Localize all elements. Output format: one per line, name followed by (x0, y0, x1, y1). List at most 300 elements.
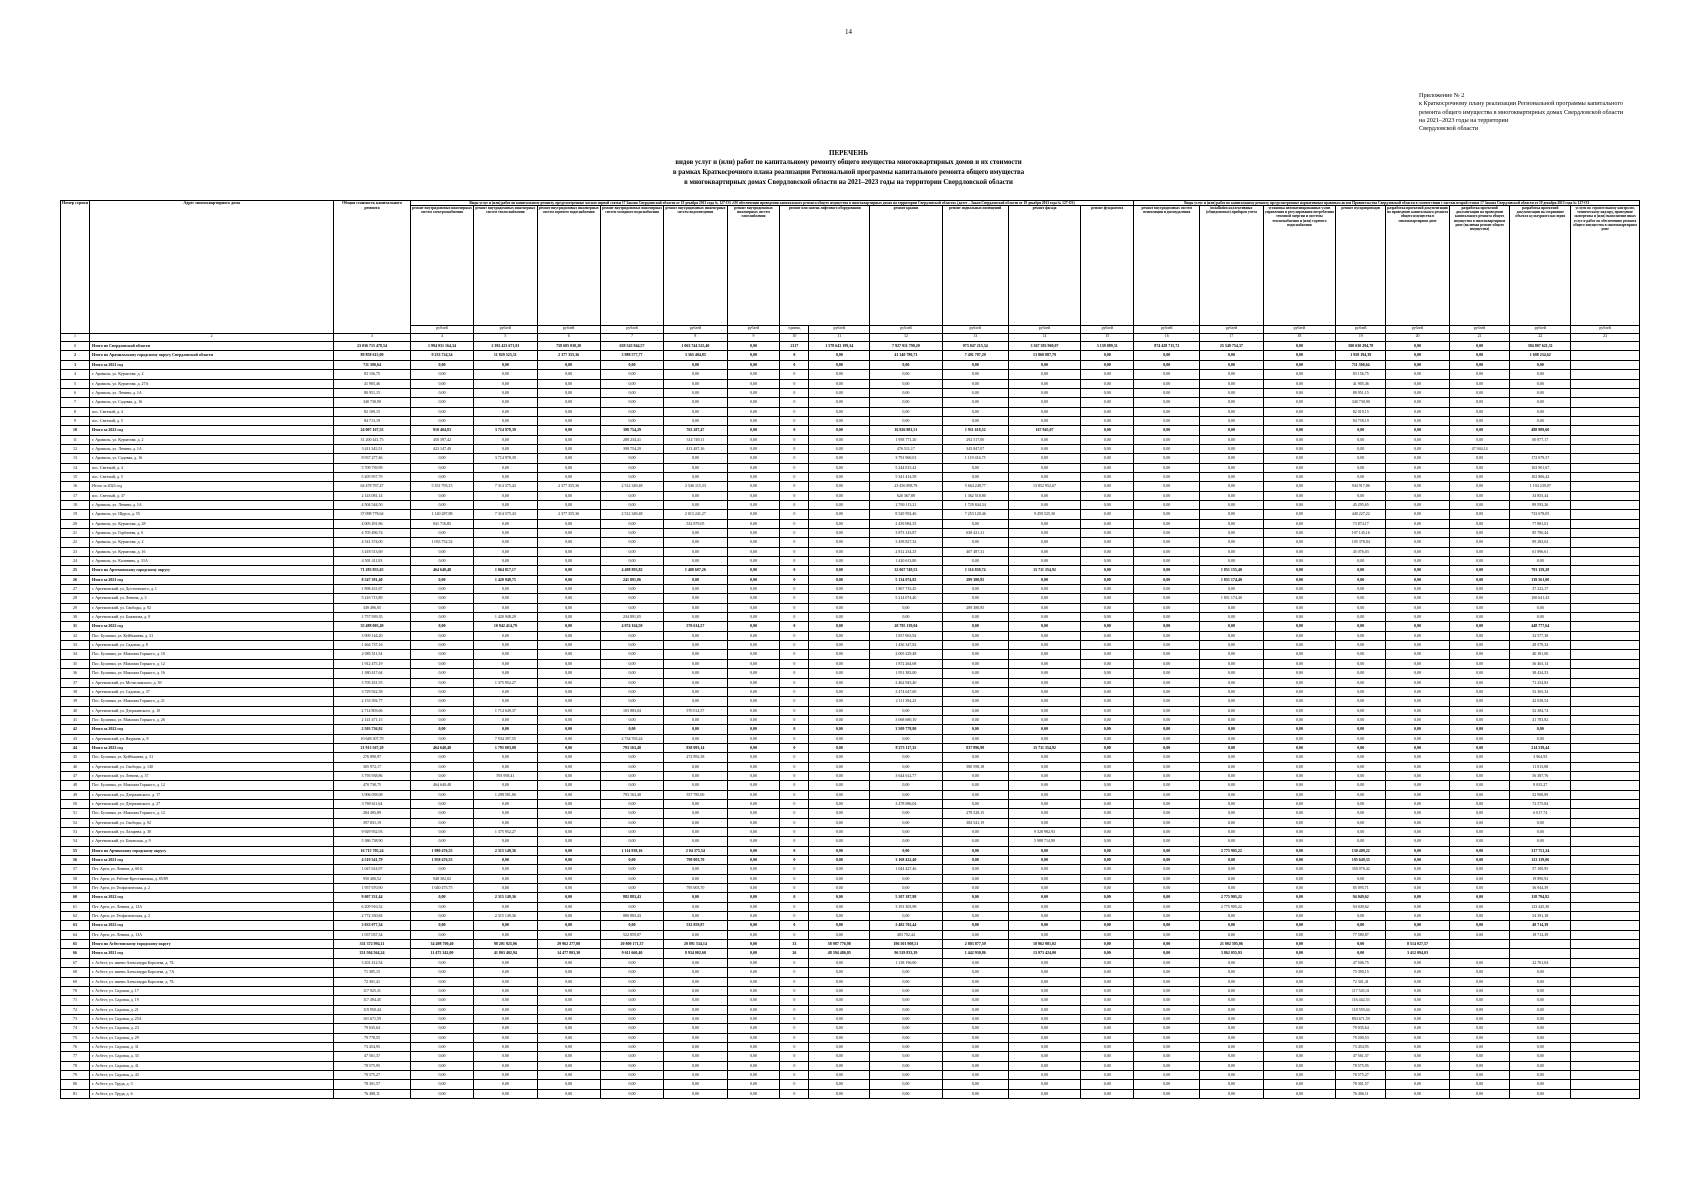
row-value-col17: 0,00 (1200, 1014, 1263, 1023)
row-value-col3: 37 098 778,64 (334, 510, 411, 519)
row-value-col12: 196 501 908,51 (870, 940, 943, 949)
row-value-col7: 0,00 (600, 557, 663, 566)
row-value-col3: 2 503 736,92 (334, 725, 411, 734)
row-value-col15: 0,00 (1081, 1042, 1134, 1051)
row-value-col13: 0,00 (942, 753, 1008, 762)
row-value-col4: 464 640,48 (410, 781, 473, 790)
row-value-col5: 7 314 575,43 (474, 482, 537, 491)
table-row (61, 977, 1640, 986)
row-value-col8: 2 04 375,54 (664, 846, 727, 855)
row-value-col18: 0,00 (1263, 351, 1336, 360)
row-value-col10: 0 (780, 444, 809, 453)
row-value-col4: 0,00 (410, 360, 473, 369)
row-value-col19: 0,00 (1336, 781, 1386, 790)
row-value-col15: 0,00 (1081, 837, 1134, 846)
row-value-col4: 0,00 (410, 958, 473, 967)
row-value-col21: 0,00 (1449, 902, 1510, 911)
row-value-col20: 0,00 (1386, 828, 1449, 837)
row-value-col16: 0,00 (1134, 893, 1200, 902)
row-value-col21: 0,00 (1449, 594, 1510, 603)
row-number: 52 (61, 818, 90, 827)
table-row (61, 454, 1640, 463)
row-value-col10: 0 (780, 529, 809, 538)
row-value-col22: 36 463,14 (1510, 659, 1571, 668)
row-value-col22: 0,00 (1510, 388, 1571, 397)
row-value-col10: 0 (780, 865, 809, 874)
row-value-col13: 0,00 (942, 407, 1008, 416)
row-value-col19: 1 958 194,39 (1336, 351, 1386, 360)
row-number: 21 (61, 529, 90, 538)
row-value-col10: 2117 (780, 342, 809, 351)
row-value-col7: 0,00 (600, 809, 663, 818)
row-value-col16: 0,00 (1134, 743, 1200, 752)
row-value-col12: 0,00 (870, 370, 943, 379)
row-address: г. Артемовский, ул. Базовская, д. 9 (90, 837, 334, 846)
row-value-col17: 0,00 (1200, 538, 1263, 547)
row-value-col14: 0,00 (1008, 585, 1081, 594)
row-value-col18: 0,00 (1263, 1061, 1336, 1070)
row-value-col15: 0,00 (1081, 949, 1134, 958)
row-value-col5: 0,00 (474, 762, 537, 771)
row-value-col21: 0,00 (1449, 650, 1510, 659)
row-value-col5: 0,00 (474, 884, 537, 893)
row-value-col8: 0,00 (664, 1052, 727, 1061)
row-value-col3: 1 912 475,19 (334, 659, 411, 668)
row-value-col17: 0,00 (1200, 491, 1263, 500)
row-value-col5: 0,00 (474, 958, 537, 967)
row-value-col19: 0,00 (1336, 463, 1386, 472)
colnum-9: 9 (727, 334, 780, 342)
row-value-col7: 0,00 (600, 753, 663, 762)
row-value-col12: 0,00 (870, 613, 943, 622)
row-address: Итого по Артинскому городскому округу (90, 846, 334, 855)
unit-18: рублей (1263, 326, 1336, 334)
row-address: г. Артемовский, ул. Бажанова, д. 8 (90, 613, 334, 622)
row-value-col3: 284 495,89 (334, 809, 411, 818)
row-value-col18: 0,00 (1263, 1089, 1336, 1098)
row-value-col18: 0,00 (1263, 463, 1336, 472)
row-value-col10: 0 (780, 725, 809, 734)
row-value-col18: 0,00 (1263, 622, 1336, 631)
row-value-col23 (1571, 743, 1640, 752)
table-row (61, 1061, 1640, 1070)
row-value-col8: 0,00 (664, 818, 727, 827)
row-value-col19: 0,00 (1336, 697, 1386, 706)
table-row (61, 893, 1640, 902)
row-value-col7: 0,00 (600, 884, 663, 893)
row-number: 30 (61, 613, 90, 622)
row-value-col17: 0,00 (1200, 1061, 1263, 1070)
row-value-col19: 0,00 (1336, 603, 1386, 612)
row-value-col6: 0,00 (537, 547, 600, 556)
row-value-col6: 0,00 (537, 725, 600, 734)
row-value-col17: 0,00 (1200, 529, 1263, 538)
row-value-col16: 0,00 (1134, 659, 1200, 668)
row-value-col20: 0,00 (1386, 426, 1449, 435)
row-value-col21: 0,00 (1449, 781, 1510, 790)
row-value-col3: 101 671,59 (334, 1014, 411, 1023)
row-value-col10: 33 (780, 940, 809, 949)
row-value-col6: 0,00 (537, 996, 600, 1005)
row-value-col20: 0,00 (1386, 500, 1449, 509)
row-value-col14: 0,00 (1008, 1033, 1081, 1042)
row-value-col20: 0,00 (1386, 930, 1449, 939)
row-value-col21: 0,00 (1449, 454, 1510, 463)
row-value-col7: 882 883,43 (600, 893, 663, 902)
row-address: Пос. Буланаш, ул. Максима Горького, д. 12 (90, 809, 334, 818)
row-value-col4: 0,00 (410, 912, 473, 921)
row-value-col10: 0 (780, 902, 809, 911)
unit-11: рублей (809, 326, 870, 334)
row-value-col22: 0,00 (1510, 725, 1571, 734)
row-value-col7: 0,00 (600, 799, 663, 808)
table-row (61, 828, 1640, 837)
row-value-col7: 0,00 (600, 856, 663, 865)
row-value-col22: 214 539,44 (1510, 743, 1571, 752)
row-value-col11: 0,00 (809, 444, 870, 453)
row-address: г. Асбест, ул. имени Александра Королева, д. 7А (90, 968, 334, 977)
row-value-col18: 0,00 (1263, 1080, 1336, 1089)
row-value-col23 (1571, 566, 1640, 575)
row-value-col22: 0,00 (1510, 734, 1571, 743)
table-row (61, 575, 1640, 584)
row-address: г. Артемовский, ул. Дзержинского, д. 10 (90, 706, 334, 715)
row-value-col21: 0,00 (1449, 491, 1510, 500)
row-address: г. Асбест, ул. Садовая, д. 17 (90, 986, 334, 995)
row-address: г. Артемовский, ул. Свободы, д. 92 (90, 818, 334, 827)
row-value-col14: 0,00 (1008, 500, 1081, 509)
header-numbers-row (61, 334, 1640, 342)
row-value-col19: 0,00 (1336, 706, 1386, 715)
row-value-col7: 0,00 (600, 603, 663, 612)
row-value-col18: 0,00 (1263, 641, 1336, 650)
row-value-col4: 0,00 (410, 407, 473, 416)
row-number: 78 (61, 1061, 90, 1070)
row-value-col5: 0,00 (474, 697, 537, 706)
row-value-col11: 0,00 (809, 510, 870, 519)
row-value-col13: 638 421,31 (942, 529, 1008, 538)
table-row (61, 1089, 1640, 1098)
row-value-col19: 82 019,15 (1336, 407, 1386, 416)
row-value-col19: 0,00 (1336, 631, 1386, 640)
row-value-col19: 85 095,71 (1336, 884, 1386, 893)
row-value-col15: 0,00 (1081, 1005, 1134, 1014)
row-value-col5: 1 375 952,27 (474, 828, 537, 837)
row-value-col19: 0,00 (1336, 472, 1386, 481)
row-value-col12: 2 769 113,21 (870, 500, 943, 509)
table-row (61, 388, 1640, 397)
row-value-col3: 2 141 471,15 (334, 715, 411, 724)
row-value-col8: 0,00 (664, 547, 727, 556)
table-row (61, 1033, 1640, 1042)
row-value-col14: 0,00 (1008, 1089, 1081, 1098)
row-value-col5: 0,00 (474, 1014, 537, 1023)
row-value-col7: 2 512 349,48 (600, 510, 663, 519)
row-address: Пгт. Арти, ул. Ленина, д. 13А (90, 902, 334, 911)
row-value-col10: 0 (780, 818, 809, 827)
row-value-col18: 0,00 (1263, 865, 1336, 874)
row-value-col22: 123 445,30 (1510, 902, 1571, 911)
row-value-col6: 0,00 (537, 902, 600, 911)
row-value-col12: 3 791 960,01 (870, 454, 943, 463)
row-value-col3: 6 209 916,52 (334, 902, 411, 911)
row-value-col16: 0,00 (1134, 426, 1200, 435)
header-sub-16: разработка проектной документации на проведение капитального ремонта общего имущества в многоквартирном доме (включая ремонт общего имущества) (1449, 206, 1510, 326)
row-value-col12: 0,00 (870, 753, 943, 762)
colnum-1: 1 (61, 334, 90, 342)
row-value-col14: 0,00 (1008, 790, 1081, 799)
row-value-col10: 0 (780, 641, 809, 650)
row-value-col8: 0,00 (664, 996, 727, 1005)
row-value-col4: 0,00 (410, 669, 473, 678)
row-value-col10: 0 (780, 706, 809, 715)
row-value-col5: 0,00 (474, 360, 537, 369)
row-value-col6: 0,00 (537, 1024, 600, 1033)
row-value-col17: 1 851 174,40 (1200, 575, 1263, 584)
row-value-col17: 0,00 (1200, 865, 1263, 874)
row-address: г. Арамиль, ул. Горбачева, д. 6 (90, 529, 334, 538)
row-value-col17: 0,00 (1200, 1033, 1263, 1042)
row-value-col22: 102 806,42 (1510, 472, 1571, 481)
row-value-col7: 103 883,04 (600, 706, 663, 715)
row-value-col4: 941 716,85 (410, 519, 473, 528)
row-value-col14: 0,00 (1008, 650, 1081, 659)
row-value-col22: 0,00 (1510, 603, 1571, 612)
row-value-col3: 21 913 567,29 (334, 743, 411, 752)
row-value-col14: 0,00 (1008, 454, 1081, 463)
row-value-col3: 78 301,57 (334, 1080, 411, 1089)
row-value-col19: 79 035,64 (1336, 1024, 1386, 1033)
row-value-col20: 0,00 (1386, 557, 1449, 566)
row-value-col15: 0,00 (1081, 968, 1134, 977)
row-value-col22: 6 017,74 (1510, 809, 1571, 818)
row-value-col21: 0,00 (1449, 715, 1510, 724)
row-address: г. Артемовский, ул. Садовая, д. 8 (90, 641, 334, 650)
row-value-col21: 0,00 (1449, 538, 1510, 547)
row-value-col11: 0,00 (809, 622, 870, 631)
appendix-reference (1419, 92, 1669, 134)
row-value-col13: 0,00 (942, 884, 1008, 893)
row-value-col13: 0,00 (942, 1014, 1008, 1023)
row-value-col15: 0,00 (1081, 435, 1134, 444)
row-value-col14: 0,00 (1008, 416, 1081, 425)
row-value-col20: 0,00 (1386, 613, 1449, 622)
row-value-col8: 0,00 (664, 472, 727, 481)
table-row (61, 865, 1640, 874)
row-value-col5: 0,00 (474, 725, 537, 734)
row-value-col11: 0,00 (809, 641, 870, 650)
row-value-col14: 0,00 (1008, 1042, 1081, 1051)
row-value-col3: 1 037 037,34 (334, 930, 411, 939)
row-address: г. Арамиль, ул. Садовая, д. 16 (90, 398, 334, 407)
table-row (61, 706, 1640, 715)
row-value-col23 (1571, 491, 1640, 500)
row-value-col3: 41 905,46 (334, 379, 411, 388)
row-value-col23 (1571, 837, 1640, 846)
row-value-col5: 0,00 (474, 818, 537, 827)
row-value-col19: 340 730,90 (1336, 398, 1386, 407)
row-value-col11: 0,00 (809, 1052, 870, 1061)
row-value-col23 (1571, 575, 1640, 584)
row-value-col18: 0,00 (1263, 547, 1336, 556)
row-value-col19: 0,00 (1336, 949, 1386, 958)
row-value-col8: 0,00 (664, 771, 727, 780)
row-value-col11: 0,00 (809, 388, 870, 397)
row-value-col5: 0,00 (474, 435, 537, 444)
row-value-col14: 0,00 (1008, 435, 1081, 444)
row-value-col12: 1 951 383,00 (870, 669, 943, 678)
row-value-col20: 0,00 (1386, 809, 1449, 818)
row-value-col17: 0,00 (1200, 790, 1263, 799)
row-value-col21: 0,00 (1449, 472, 1510, 481)
row-value-col21: 0,00 (1449, 360, 1510, 369)
row-value-col11: 0,00 (809, 1042, 870, 1051)
row-value-col10: 0 (780, 753, 809, 762)
row-value-col3: 1 380 417,64 (334, 669, 411, 678)
row-value-col18: 0,00 (1263, 407, 1336, 416)
row-value-col13: 0,00 (942, 902, 1008, 911)
row-value-col6: 0,00 (537, 650, 600, 659)
row-value-col9: 0,00 (727, 725, 780, 734)
row-value-col19: 0,00 (1336, 659, 1386, 668)
row-value-col13: 1 116 830,74 (942, 566, 1008, 575)
row-value-col17: 0,00 (1200, 641, 1263, 650)
row-address: Итого за 2021 год (90, 360, 334, 369)
row-address: г. Арамиль, ул. Курчатова, д. 27А (90, 379, 334, 388)
row-value-col8: 0,00 (664, 715, 727, 724)
row-value-col20: 0,00 (1386, 631, 1449, 640)
row-value-col7: 0,00 (600, 902, 663, 911)
row-value-col8: 0,00 (664, 902, 727, 911)
row-value-col6: 0,00 (537, 613, 600, 622)
row-value-col9: 0,00 (727, 407, 780, 416)
row-value-col22: 0,00 (1510, 1070, 1571, 1079)
row-value-col21: 0,00 (1449, 407, 1510, 416)
row-value-col5: 0,00 (474, 968, 537, 977)
row-value-col13: 0,00 (942, 1080, 1008, 1089)
row-value-col16: 0,00 (1134, 930, 1200, 939)
row-value-col4: 0,00 (410, 678, 473, 687)
row-value-col15: 0,00 (1081, 538, 1134, 547)
row-value-col4: 0,00 (410, 809, 473, 818)
row-value-col5: 0,00 (474, 603, 537, 612)
row-value-col23 (1571, 1089, 1640, 1098)
row-value-col5: 2 315 149,36 (474, 846, 537, 855)
row-value-col13: 2 803 877,59 (942, 940, 1008, 949)
row-value-col23 (1571, 1052, 1640, 1061)
row-value-col16: 0,00 (1134, 519, 1200, 528)
row-value-col23 (1571, 529, 1640, 538)
table-row (61, 613, 1640, 622)
row-value-col14: 9 328 982,93 (1008, 828, 1081, 837)
row-value-col3: 2 153 392,77 (334, 697, 411, 706)
row-value-col19: 0,00 (1336, 557, 1386, 566)
header-sub-10: ремонт фундамента (1081, 206, 1134, 326)
row-value-col8: 532 879,05 (664, 519, 727, 528)
row-value-col8: 0,00 (664, 491, 727, 500)
row-value-col13: 1 362 518,80 (942, 491, 1008, 500)
row-value-col3: 76 488,11 (334, 1089, 411, 1098)
row-value-col16: 0,00 (1134, 416, 1200, 425)
row-value-col7: 0,00 (600, 370, 663, 379)
row-value-col11: 0,00 (809, 659, 870, 668)
row-value-col10: 0 (780, 631, 809, 640)
row-value-col19: 75 390,15 (1336, 968, 1386, 977)
row-value-col19: 0,00 (1336, 575, 1386, 584)
row-value-col11: 0,00 (809, 538, 870, 547)
row-value-col9: 0,00 (727, 771, 780, 780)
row-value-col9: 0,00 (727, 416, 780, 425)
row-value-col19: 0,00 (1336, 613, 1386, 622)
row-value-col21: 0,00 (1449, 1024, 1510, 1033)
row-value-col10: 0 (780, 912, 809, 921)
row-value-col6: 0,00 (537, 865, 600, 874)
row-value-col11: 0,00 (809, 968, 870, 977)
row-value-col9: 0,00 (727, 631, 780, 640)
header-sub-14: ремонт мусоропроводов (1336, 206, 1386, 326)
row-value-col12: 0,00 (870, 1070, 943, 1079)
row-value-col9: 0,00 (727, 463, 780, 472)
row-value-col23 (1571, 1024, 1640, 1033)
row-value-col17: 0,00 (1200, 388, 1263, 397)
row-value-col20: 0,00 (1386, 893, 1449, 902)
row-value-col3: 3 418 513,69 (334, 547, 411, 556)
row-value-col19: 73 454,95 (1336, 1042, 1386, 1051)
row-value-col20: 0,00 (1386, 1052, 1449, 1061)
row-value-col6: 0,00 (537, 743, 600, 752)
row-number: 15 (61, 472, 90, 481)
row-value-col23 (1571, 799, 1640, 808)
row-value-col11: 0,00 (809, 1070, 870, 1079)
row-value-col20: 0,00 (1386, 463, 1449, 472)
row-value-col22: 100 641,43 (1510, 594, 1571, 603)
row-value-col10: 0 (780, 482, 809, 491)
row-value-col16: 0,00 (1134, 902, 1200, 911)
unit-10: единиц (780, 326, 809, 334)
row-value-col7: 0,00 (600, 463, 663, 472)
row-value-col11: 0,00 (809, 1089, 870, 1098)
row-value-col23 (1571, 1080, 1640, 1089)
table-row (61, 753, 1640, 762)
row-value-col6: 0,00 (537, 790, 600, 799)
row-value-col18: 0,00 (1263, 874, 1336, 883)
header-sub-7: ремонт крыши (870, 206, 943, 326)
row-value-col13: 0,00 (942, 865, 1008, 874)
row-value-col16: 0,00 (1134, 949, 1200, 958)
row-value-col9: 0,00 (727, 641, 780, 650)
row-value-col12: 20 795 139,04 (870, 622, 943, 631)
row-value-col14: 0,00 (1008, 463, 1081, 472)
row-value-col15: 0,00 (1081, 893, 1134, 902)
row-value-col15: 0,00 (1081, 1033, 1134, 1042)
table-row (61, 846, 1640, 855)
row-value-col16: 874 428 715,72 (1134, 342, 1200, 351)
row-value-col21: 0,00 (1449, 1061, 1510, 1070)
row-value-col16: 0,00 (1134, 622, 1200, 631)
row-value-col10: 0 (780, 557, 809, 566)
row-value-col5: 0,00 (474, 416, 537, 425)
table-row (61, 370, 1640, 379)
row-value-col11: 0,00 (809, 1005, 870, 1014)
row-value-col8: 272 892,38 (664, 753, 727, 762)
row-value-col22: 0,00 (1510, 977, 1571, 986)
row-number: 43 (61, 734, 90, 743)
row-value-col9: 0,00 (727, 930, 780, 939)
row-value-col19: 130 409,22 (1336, 846, 1386, 855)
row-value-col20: 0,00 (1386, 388, 1449, 397)
row-value-col21: 0,00 (1449, 846, 1510, 855)
row-value-col3: 4 519 341,79 (334, 856, 411, 865)
